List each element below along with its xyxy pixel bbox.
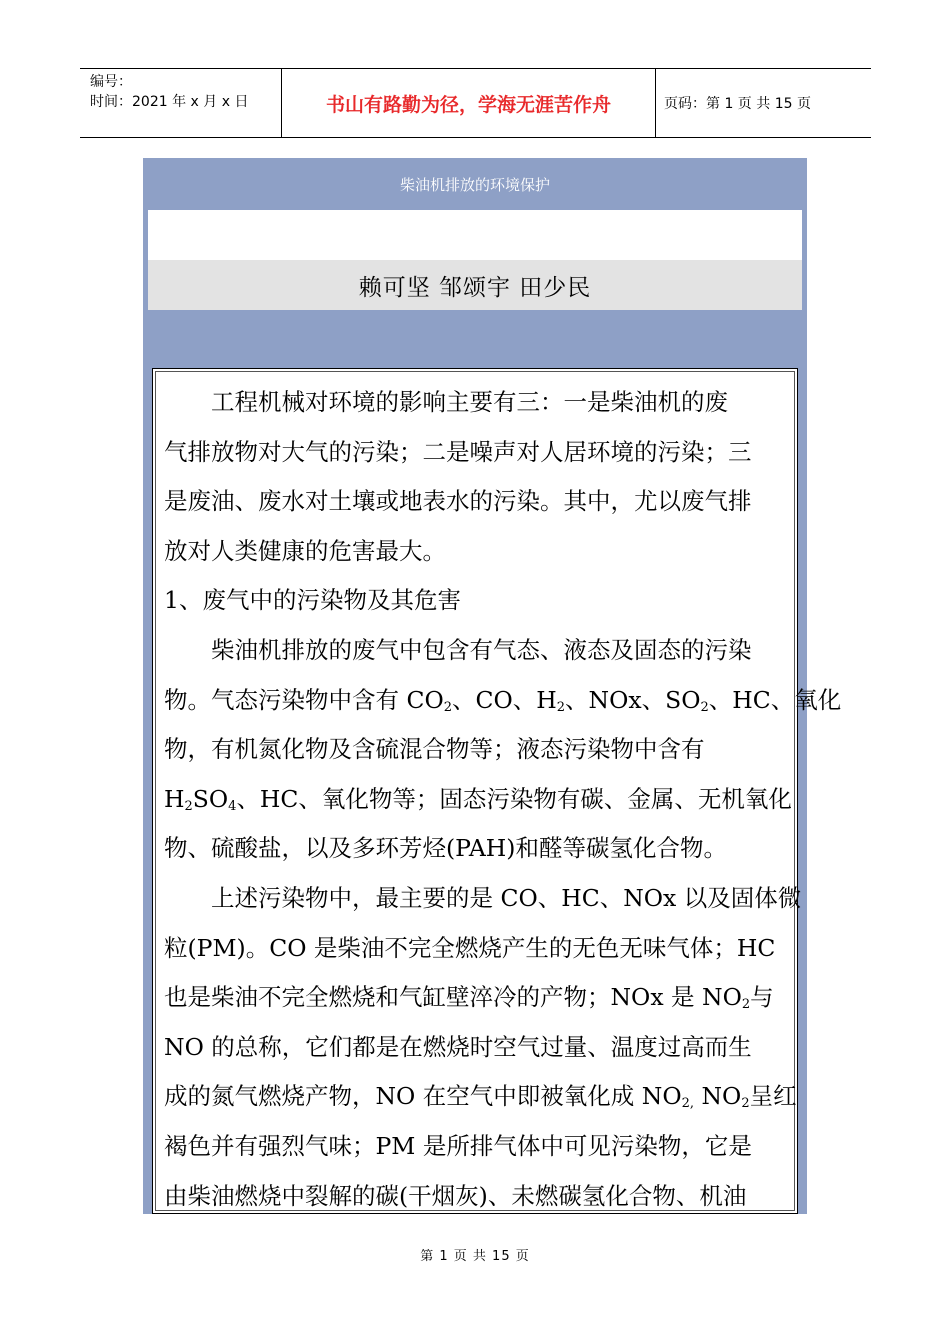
date-label: 时间：2021 年 x 月 x 日 bbox=[90, 94, 249, 110]
section-heading: 1、废气中的污染物及其危害 bbox=[164, 586, 461, 615]
paragraph-line: 放对人类健康的危害最大。 bbox=[164, 536, 446, 565]
spacer-row bbox=[148, 210, 802, 260]
paragraph-line: 柴油机排放的废气中包含有气态、液态及固态的污染 bbox=[164, 635, 752, 664]
paragraph-line: 粒(PM)。CO 是柴油不完全燃烧产生的无色无味气体；HC bbox=[164, 933, 776, 962]
paragraph-line: 由柴油燃烧中裂解的碳(干烟灰)、未燃碳氢化合物、机油 bbox=[164, 1181, 747, 1210]
header-page-info: 页码：第 1 页 共 15 页 bbox=[664, 96, 811, 112]
document-title: 柴油机排放的环境保护 bbox=[399, 175, 550, 194]
paragraph-line: 是废油、废水对土壤或地表水的污染。其中，尤以废气排 bbox=[164, 487, 752, 516]
paragraph-line: 物，有机氮化物及含硫混合物等；液态污染物中含有 bbox=[164, 735, 705, 764]
authors: 赖可坚 邹颂宇 田少民 bbox=[148, 260, 802, 310]
paragraph-line: 工程机械对环境的影响主要有三：一是柴油机的废 bbox=[164, 388, 728, 416]
paragraph-line: NO 的总称，它们都是在燃烧时空气过量、温度过高而生 bbox=[164, 1032, 752, 1061]
paragraph-line: 物。气态污染物中含有 $CO_2$、CO、$H_2$、NOx、$SO_2$、HC、氧化 bbox=[164, 685, 842, 715]
header-meta bbox=[80, 69, 282, 137]
paragraph-line: 上述污染物中，最主要的是 CO、HC、NOx 以及固体微 bbox=[164, 883, 802, 912]
content-box bbox=[152, 368, 842, 1214]
document-frame bbox=[143, 158, 842, 1214]
paragraph-line: 物、硫酸盐，以及多环芳烃(PAH)和醛等碳氢化合物。 bbox=[164, 834, 727, 863]
paragraph-line: 褐色并有强烈气味；PM 是所排气体中可见污染物，它是 bbox=[164, 1131, 752, 1160]
paragraph-line: 也是柴油不完全燃烧和气缸壁淬冷的产物；NOx 是 $NO_2$与 bbox=[164, 983, 774, 1013]
paragraph-line: 成的氮气燃烧产物，NO 在空气中即被氧化成 $NO_{2,}$ $NO_2$呈红 bbox=[164, 1082, 797, 1112]
header-table bbox=[80, 68, 871, 138]
document-panel bbox=[148, 210, 842, 1214]
page-footer: 第 1 页 共 15 页 bbox=[420, 1249, 530, 1264]
content-wrap bbox=[148, 368, 842, 1214]
body-text bbox=[164, 378, 842, 1221]
number-label: 编号： bbox=[90, 74, 132, 90]
paragraph-line: $H_2SO_4$、HC、氧化物等；固态污染物有碳、金属、无机氧化 bbox=[164, 784, 792, 814]
header-motto: 书山有路勤为径，学海无涯苦作舟 bbox=[282, 69, 656, 137]
paragraph-line: 气排放物对大气的污染；二是噪声对人居环境的污染；三 bbox=[164, 437, 752, 466]
divider-band bbox=[148, 310, 802, 368]
